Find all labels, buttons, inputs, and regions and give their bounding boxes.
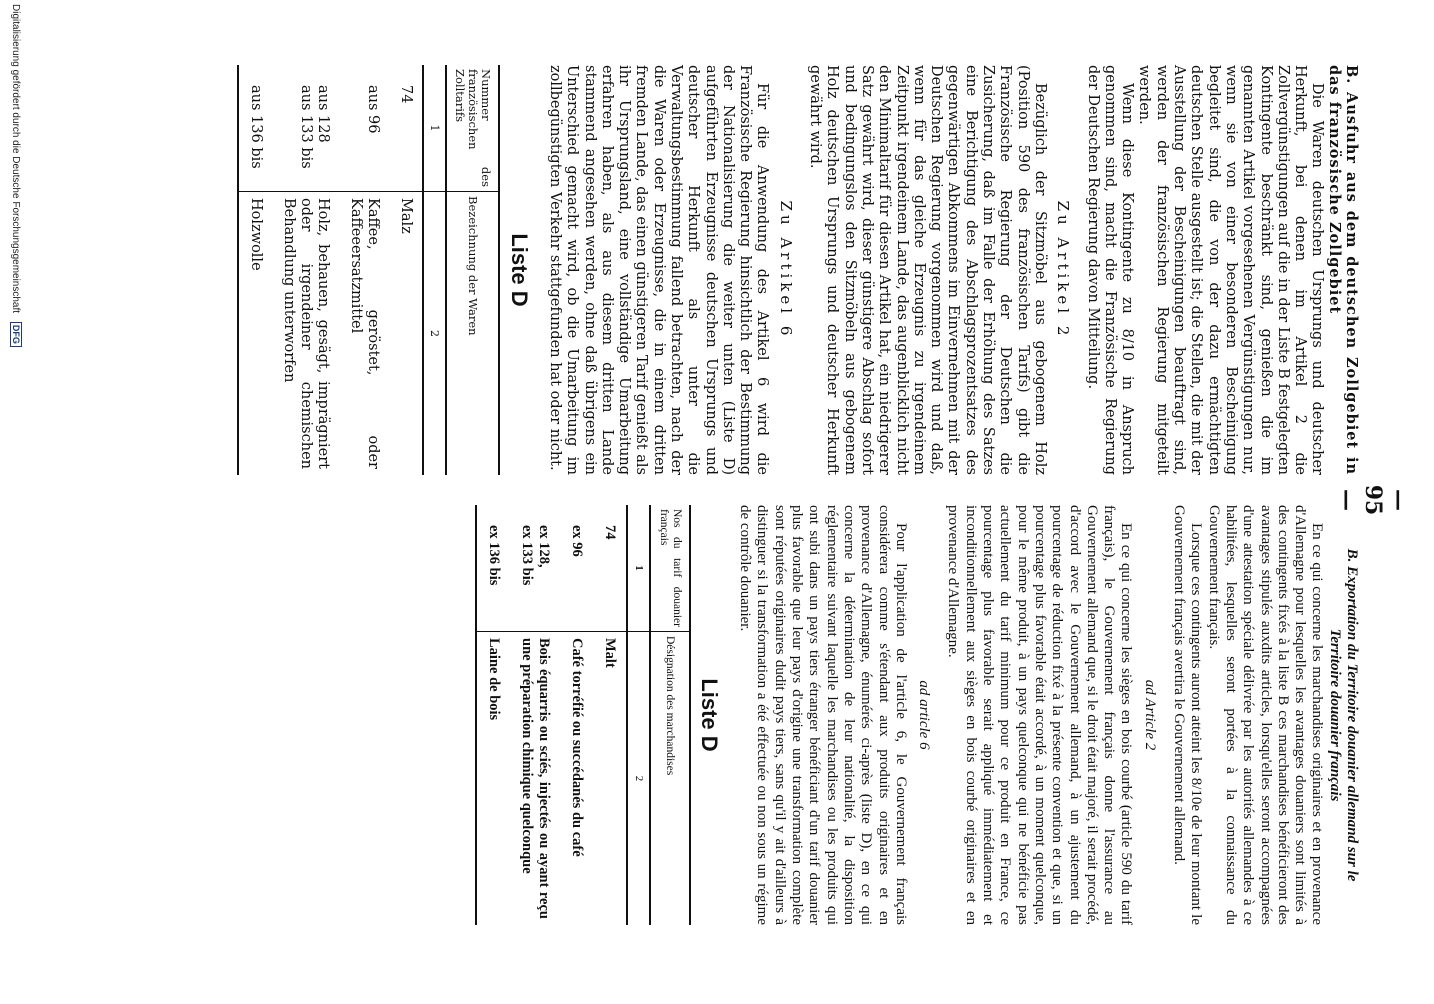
french-header-number: Nos du tarif douanier français (650, 505, 690, 632)
french-tariff-table (475, 505, 691, 925)
french-col-index-1: 1 (627, 505, 650, 632)
dfg-logo-icon: DFG (10, 322, 22, 347)
table-row (560, 505, 593, 925)
german-article-2-heading: Zu Artikel 2 (1054, 200, 1073, 340)
tariff-number: ex 128, ex 133 bis (510, 505, 560, 632)
french-header-description: Désignation des marchandises (650, 632, 690, 926)
french-article-6-text: Pour l'application de l'article 6, le Gouvernement français considérera comme s'étendant aux produits originaires et en provenance d'Allemagne, énumérés ci-après (liste D), en ce qui concerne la détermination de leur nationalité, la disposition réglementaire suivant laquelle les marchandises ou les produits qui ont subi dans un pays tiers étranger bénéficiant d'un tarif douanier plus favorable que leur pays d'origine une transformation complète sont réputées originaires dudit pays tiers, sans qu'il y ait d'ailleurs à distinguer si la transformation a été effectuée ou non sous un régime de contrôle douanier. (737, 505, 909, 925)
table-row (238, 65, 272, 475)
french-section-b-heading: B. Exportation du Territoire douanier allemand sur le Territoire douanier français (1326, 548, 1360, 882)
german-tariff-table (237, 65, 500, 475)
german-article-2-text: Bezüglich der Sitzmöbel aus gebogenem Holz (Position 590 des französischen Tarifs) gibt die Französische Regierung der Deutschen die Zusicherung, daß im Falle der Erhöhung des Satzes eine Berichtigung des Abschlagsprozentsatzes des gegenwärtigen Abkommens im Einvernehmen mit der Deutschen Regierung vorgenommen wird und daß, wenn für das gleiche Erzeugnis zu irgendeinem Zeitpunkt irgendeinem Lande, das augenblicklich nicht den Minimaltarif für diesen Artikel hat, ein niedrigerer Satz gewährt wird, dieser günstigere Abschlag sofort und bedingungslos den Sitzmöbeln aus gebogenem Holz deutschen Ursprungs und deutscher Herkunft gewährt wird. (807, 65, 1048, 475)
german-header-number: Nummer des französischen Zolltarifs (446, 65, 499, 192)
french-column (475, 505, 1360, 925)
french-paragraph-1: En ce qui concerne les marchandises originaires et en provenance d'Allemagne pour lesquelles les avantages douaniers sont limités à des contingents fixés à la liste B ces marchandises bénéficieront des avantages stipulés auxdits articles, lorsqu'elles seront accompagnées d'une attestation spéciale délivrée par les autorités allemandes à ce habilitées, lesquelles seront portées à la connaissance du Gouvernement français. (1205, 505, 1326, 925)
table-row (476, 505, 510, 925)
german-header-description: Bezeichnung der Waren (446, 192, 499, 476)
german-paragraph-2: Wenn diese Kontingente zu 8/10 in Anspruch genommen sind, macht die Französische Regierung der Deutschen Regierung davon Mitteilung. (1084, 65, 1136, 475)
tariff-number: aus 96 (339, 65, 389, 192)
french-article-2-heading: ad Article 2 (1141, 679, 1158, 751)
tariff-number: aus 136 bis (238, 65, 272, 192)
french-list-title: Liste D (696, 678, 722, 752)
goods-description: Holzwolle (238, 192, 272, 476)
german-col-index-2: 2 (423, 192, 446, 476)
french-paragraph-2: Lorsque ces contingents auront atteint les 8/10e de leur montant le Gouvernement français avertira le Gouvernement allemand. (1171, 505, 1205, 925)
tariff-number: ex 96 (560, 505, 593, 632)
table-row (389, 65, 423, 475)
german-article-6-text: Für die Anwendung des Artikel 6 wird die Französische Regierung hinsichtlich der Bestimmung der Nationalisierung die weiter unten (Liste D) aufgeführten Erzeugnisse deutschen Ursprungs und deutscher Herkunft als unter die Verwaltungsbestimmung fallend betrachten, nach der die Waren oder Erzeugnisse, die in einem dritten fremden Lande, das einen günstigeren Tarif genießt als ihr Ursprungsland, eine vollständige Umarbeitung erfahren haben, als aus diesem dritten Lande stammend angesehen werden, ohne daß übrigens ein Unterschied gemacht wird, ob die Umarbeitung im zollbegünstigten Verkehr stattgefunden hat oder nicht. (546, 65, 771, 475)
digitization-note-text: Digitalisierung gefördert durch die Deutsche Forschungsgemeinschaft (10, 4, 21, 314)
tariff-number: 74 (593, 505, 627, 632)
table-row (593, 505, 627, 925)
goods-description: Kaffee, geröstet, oder Kaffeeersatzmittel (348, 198, 382, 469)
digitization-note (10, 0, 22, 1004)
french-article-6-heading: ad article 6 (916, 680, 933, 750)
tariff-number: 74 (389, 65, 423, 192)
tariff-number: aus 128 aus 133 bis (272, 65, 339, 192)
german-column (237, 65, 1360, 475)
tariff-number: ex 136 bis (476, 505, 510, 632)
german-paragraph-1: Die Waren deutschen Ursprungs und deutscher Herkunft, bei denen im Artikel 2 die Zollvergünstigungen auf die in der Liste B festgelegten Kontingente beschränkt sind, genießen die im genannten Artikel vorgesehenen Vergünstigungen nur, wenn sie von einer besonderen Bescheinigung begleitet sind, die von der dazu ermächtigten deutschen Stelle ausgestellt ist; die Stellen, die mit der Ausstellung der Bescheinigungen beauftragt sind, werden der französischen Regierung mitgeteilt werden. (1136, 65, 1326, 475)
german-article-6-heading: Zu Artikel 6 (776, 200, 795, 340)
goods-description: Malt (601, 638, 618, 668)
german-col-index-1: 1 (423, 65, 446, 192)
german-list-title: Liste D (506, 233, 532, 307)
goods-description: Café torréfié ou succédanés du café (568, 638, 585, 857)
goods-description: Bois équarris ou sciés, injectés ou ayant reçu une préparation chimique quelconque (518, 638, 552, 919)
french-col-index-2: 2 (627, 632, 650, 926)
table-row (272, 65, 339, 475)
goods-description: Holz, behauen, gesägt, imprägniert oder irgendeiner chemischen Behandlung unterworfen (281, 198, 332, 469)
goods-description: Laine de bois (476, 632, 510, 926)
german-section-b-heading: B. Ausfuhr aus dem deutschen Zollgebiet in das französische Zollgebiet (1325, 65, 1360, 475)
french-article-2-text: En ce qui concerne les sièges en bois courbé (article 590 du tarif français), le Gouvernement français donne l'assurance au Gouvernement allemand que, si le droit était majoré, il serait procédé, d'accord avec le Gouvernement allemand, à un ajustement du pourcentage de réduction fixé à la présente convention et que, si un pourcentage plus favorable était accordé, à un moment quelconque, pour le même produit, à un pays quelconque qui ne bénéficie pas actuellement du tarif minimum pour ce produit en France, ce pourcentage plus favorable serait appliqué immédiatement et inconditionnellement aux sièges en bois courbé originaires et en provenance d'Allemagne. (945, 505, 1135, 925)
goods-description: Malz (398, 198, 415, 234)
table-row (510, 505, 560, 925)
page-number: — 95 — (1334, 484, 1412, 516)
table-row (339, 65, 389, 475)
